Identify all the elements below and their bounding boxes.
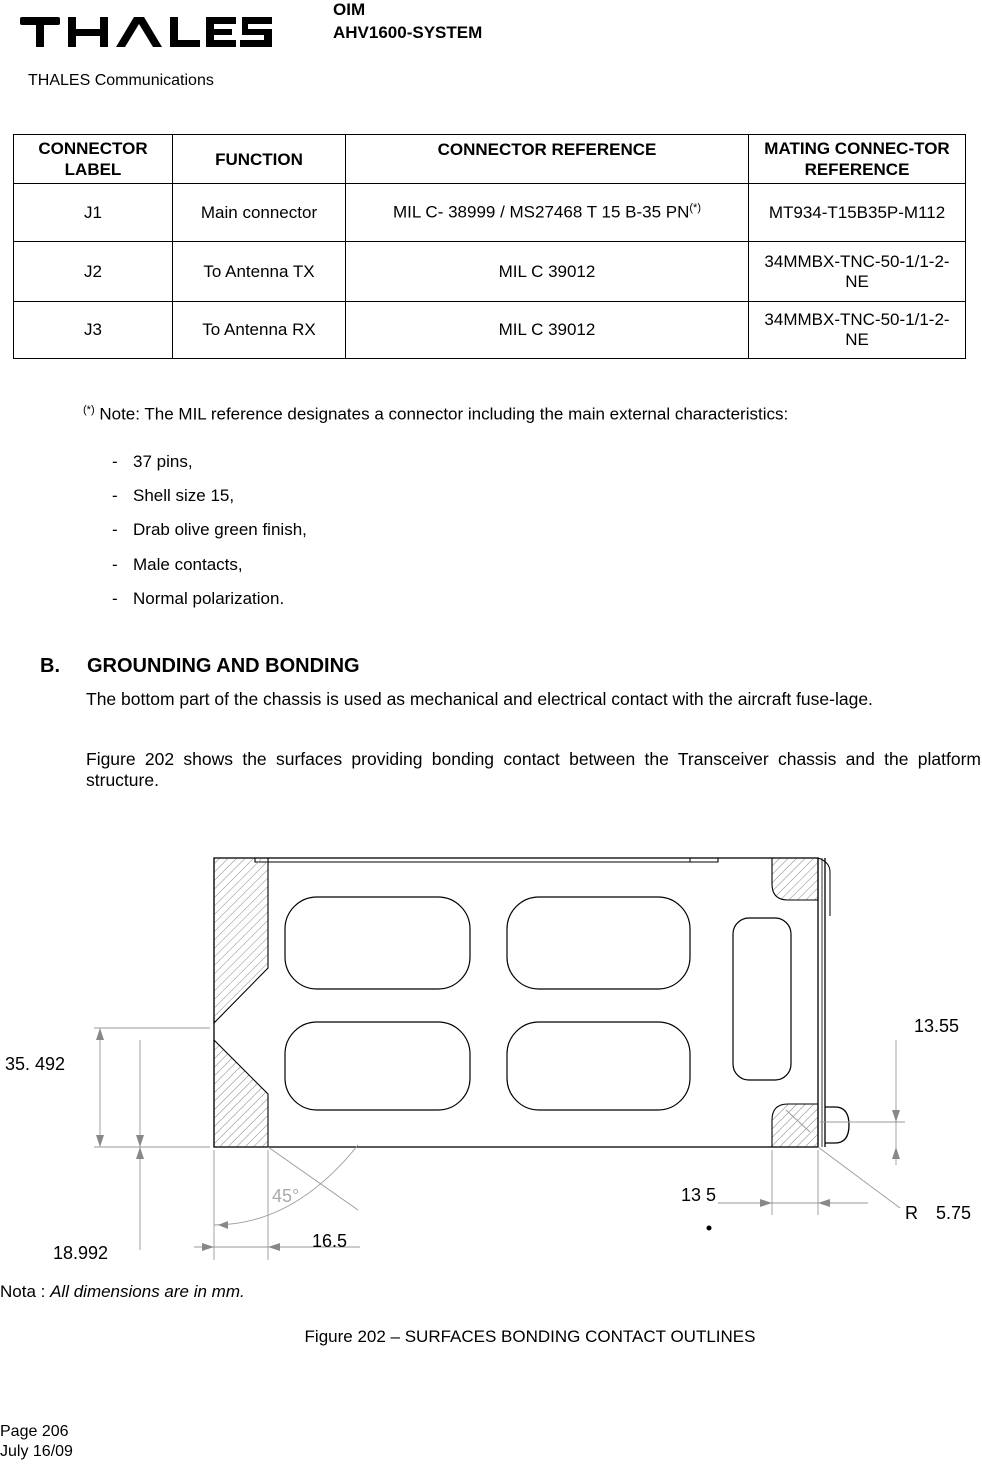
reference-footnote-mark: (*) <box>689 202 701 215</box>
page-number: Page 206 <box>0 1423 69 1440</box>
dimension-label: 13.55 <box>914 1016 960 1036</box>
cell-reference: MIL C 39012 <box>346 242 749 302</box>
document-title: OIM <box>333 0 366 19</box>
dimension-label: 16.5 <box>312 1231 348 1251</box>
paragraph: Figure 202 shows the surfaces providing bonding contact between the Transceiver chassis and the platform structure. <box>86 749 981 790</box>
dimension-label: 13 5 <box>681 1185 717 1205</box>
table-row <box>14 184 966 242</box>
footnote-text: Note: The MIL reference designates a connector including the main external characteristics: <box>99 404 789 424</box>
list-item: - Normal polarization. <box>112 589 285 608</box>
thales-logo <box>20 14 275 54</box>
footnote <box>83 404 788 425</box>
list-item: - Drab olive green finish, <box>112 520 307 539</box>
cell-label: J3 <box>14 302 173 359</box>
list-item: - Shell size 15, <box>112 486 235 505</box>
dimension-label: 35. 492 <box>5 1054 66 1074</box>
cell-function: To Antenna RX <box>173 302 346 359</box>
paragraph: The bottom part of the chassis is used as mechanical and electrical contact with the aircraft fuse-lage. <box>86 689 873 709</box>
cell-label: J1 <box>14 184 173 242</box>
bonding-surface-right <box>772 858 818 1147</box>
list-item: - 37 pins, <box>112 452 193 471</box>
list-item: - Male contacts, <box>112 555 243 574</box>
cell-reference: MIL C- 38999 / MS27468 T 15 B-35 PN(*) <box>346 184 749 242</box>
col-header-function: FUNCTION <box>173 135 346 184</box>
chassis-body <box>214 858 818 1147</box>
cell-label: J2 <box>14 242 173 302</box>
dimension-label: 18.992 <box>53 1243 109 1263</box>
bonding-surface-left <box>214 858 268 1147</box>
dimension-label: 45° <box>272 1186 300 1206</box>
revision-date: July 16/09 <box>0 1443 73 1460</box>
chassis-outline-drawing <box>0 840 982 1265</box>
connector-table <box>13 134 966 359</box>
cell-mating: 34MMBX-TNC-50-1/1-2-NE <box>749 302 966 359</box>
cell-mating: MT934-T15B35P-M112 <box>749 184 966 242</box>
cell-function: Main connector <box>173 184 346 242</box>
section-heading: B. GROUNDING AND BONDING <box>40 655 360 677</box>
col-header-mating: MATING CONNEC-TOR REFERENCE <box>749 135 966 184</box>
figure-note: Nota : All dimensions are in mm. <box>0 1282 245 1301</box>
figure-caption: Figure 202 – SURFACES BONDING CONTACT OUTLINES <box>304 1327 756 1346</box>
col-header-label: CONNECTOR LABEL <box>14 135 173 184</box>
footnote-mark: (*) <box>83 404 95 416</box>
cell-function: To Antenna TX <box>173 242 346 302</box>
table-row <box>14 302 966 359</box>
logo-text: THALES <box>20 14 24 15</box>
table-row <box>14 242 966 302</box>
col-header-reference: CONNECTOR REFERENCE <box>346 135 749 184</box>
company-name: THALES Communications <box>28 72 214 89</box>
dimension-label: 5.75 <box>936 1203 972 1223</box>
cell-reference: MIL C 39012 <box>346 302 749 359</box>
dimension-label: R <box>905 1203 918 1223</box>
document-subtitle: AHV1600-SYSTEM <box>333 23 483 42</box>
cell-mating: 34MMBX-TNC-50-1/1-2-NE <box>749 242 966 302</box>
chassis-cutouts <box>285 897 791 1110</box>
